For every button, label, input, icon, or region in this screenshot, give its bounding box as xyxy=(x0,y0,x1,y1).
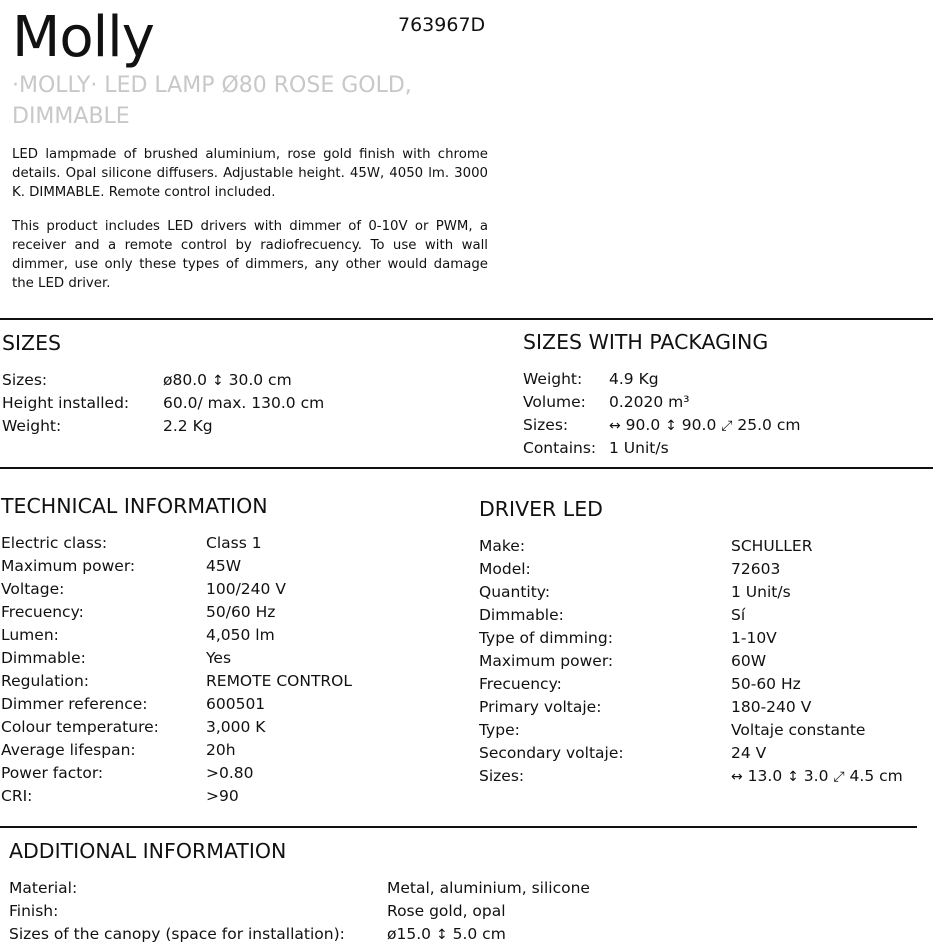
row-value: 50/60 Hz xyxy=(206,603,276,621)
row-value: SCHULLER xyxy=(731,537,813,555)
row-value: 2.2 Kg xyxy=(163,417,213,435)
driver-heading: DRIVER LED xyxy=(479,497,603,521)
row-value: ø80.0 ↕ 30.0 cm xyxy=(163,371,292,389)
height-icon: ↕ xyxy=(211,373,224,389)
row-value: ↔ 90.0 ↕ 90.0 ⤢ 25.0 cm xyxy=(609,416,801,434)
row-value: >90 xyxy=(206,787,239,805)
row-label: Sizes of the canopy (space for installation): xyxy=(9,925,345,943)
row-value: Voltaje constante xyxy=(731,721,866,739)
row-value: 24 V xyxy=(731,744,767,762)
row-label: Model: xyxy=(479,560,531,578)
row-value: 20h xyxy=(206,741,236,759)
height-icon: ↕ xyxy=(787,769,799,785)
row-value: >0.80 xyxy=(206,764,254,782)
row-value: Sí xyxy=(731,606,746,624)
depth-icon: ⤢ xyxy=(833,769,845,785)
divider xyxy=(0,467,933,469)
row-value: 45W xyxy=(206,557,242,575)
depth-icon: ⤢ xyxy=(721,418,733,434)
row-value: Yes xyxy=(206,649,232,667)
row-label: Power factor: xyxy=(1,764,104,782)
width-icon: ↔ xyxy=(731,769,743,785)
sizes-heading: SIZES xyxy=(2,331,62,355)
packaging-heading: SIZES WITH PACKAGING xyxy=(523,330,769,354)
additional-heading: ADDITIONAL INFORMATION xyxy=(9,839,287,863)
row-value: 600501 xyxy=(206,695,266,713)
row-label: Average lifespan: xyxy=(1,741,136,759)
row-value: Rose gold, opal xyxy=(387,902,506,920)
row-value: Class 1 xyxy=(206,534,262,552)
row-label: Finish: xyxy=(9,902,59,920)
row-value: 1-10V xyxy=(731,629,777,647)
height-icon: ↕ xyxy=(665,418,677,434)
row-label: Sizes: xyxy=(523,416,569,434)
row-label: Electric class: xyxy=(1,534,108,552)
row-value: 1 Unit/s xyxy=(609,439,669,457)
row-label: Voltage: xyxy=(1,580,65,598)
row-label: Make: xyxy=(479,537,526,555)
row-value: 4.9 Kg xyxy=(609,370,659,388)
row-label: Sizes: xyxy=(2,371,48,389)
row-label: Type of dimming: xyxy=(479,629,613,647)
row-label: Height installed: xyxy=(2,394,130,412)
row-label: Maximum power: xyxy=(1,557,136,575)
row-value: ø15.0 ↕ 5.0 cm xyxy=(387,925,506,943)
row-value: 60W xyxy=(731,652,767,670)
product-title: Molly xyxy=(12,5,154,70)
height-icon: ↕ xyxy=(435,927,448,943)
row-value: 180-240 V xyxy=(731,698,812,716)
row-label: CRI: xyxy=(1,787,33,805)
row-label: Dimmer reference: xyxy=(1,695,148,713)
row-value: Metal, aluminium, silicone xyxy=(387,879,590,897)
technical-heading: TECHNICAL INFORMATION xyxy=(1,494,268,518)
product-reference: 763967D xyxy=(398,14,486,36)
row-label: Type: xyxy=(479,721,520,739)
row-label: Lumen: xyxy=(1,626,59,644)
row-value: 4,050 lm xyxy=(206,626,275,644)
row-label: Maximum power: xyxy=(479,652,614,670)
row-value: ↔ 13.0 ↕ 3.0 ⤢ 4.5 cm xyxy=(731,767,903,785)
row-label: Frecuency: xyxy=(1,603,84,621)
row-value: 60.0/ max. 130.0 cm xyxy=(163,394,325,412)
row-label: Frecuency: xyxy=(479,675,562,693)
divider xyxy=(0,826,917,828)
row-value: 50-60 Hz xyxy=(731,675,801,693)
row-label: Weight: xyxy=(2,417,62,435)
row-value: 1 Unit/s xyxy=(731,583,791,601)
row-label: Dimmable: xyxy=(1,649,86,667)
divider xyxy=(0,318,933,320)
row-label: Volume: xyxy=(523,393,586,411)
row-label: Primary voltaje: xyxy=(479,698,602,716)
row-value: 3,000 K xyxy=(206,718,266,736)
row-value: REMOTE CONTROL xyxy=(206,672,353,690)
row-label: Material: xyxy=(9,879,78,897)
driver-note: This product includes LED drivers with dimmer of 0-10V or PWM, a receiver and a remote control by radiofrecuency. To use with wall dimmer, use only these types of dimmers, any other would damage the LED driver. xyxy=(12,219,488,291)
row-label: Colour temperature: xyxy=(1,718,159,736)
row-value: 100/240 V xyxy=(206,580,286,598)
row-label: Contains: xyxy=(523,439,597,457)
row-value: 0.2020 m³ xyxy=(609,393,690,411)
row-label: Dimmable: xyxy=(479,606,564,624)
row-label: Regulation: xyxy=(1,672,89,690)
row-value: 72603 xyxy=(731,560,781,578)
row-label: Weight: xyxy=(523,370,583,388)
row-label: Secondary voltaje: xyxy=(479,744,624,762)
product-description: LED lampmade of brushed aluminium, rose gold finish with chrome details. Opal silicone diffusers. Adjustable height. 45W, 4050 lm. 3000 K. DIMMABLE. Remote control included. xyxy=(12,147,488,200)
width-icon: ↔ xyxy=(609,418,621,434)
row-label: Sizes: xyxy=(479,767,525,785)
row-label: Quantity: xyxy=(479,583,551,601)
product-subtitle: ·MOLLY· LED LAMP Ø80 ROSE GOLD, DIMMABLE xyxy=(12,73,412,129)
